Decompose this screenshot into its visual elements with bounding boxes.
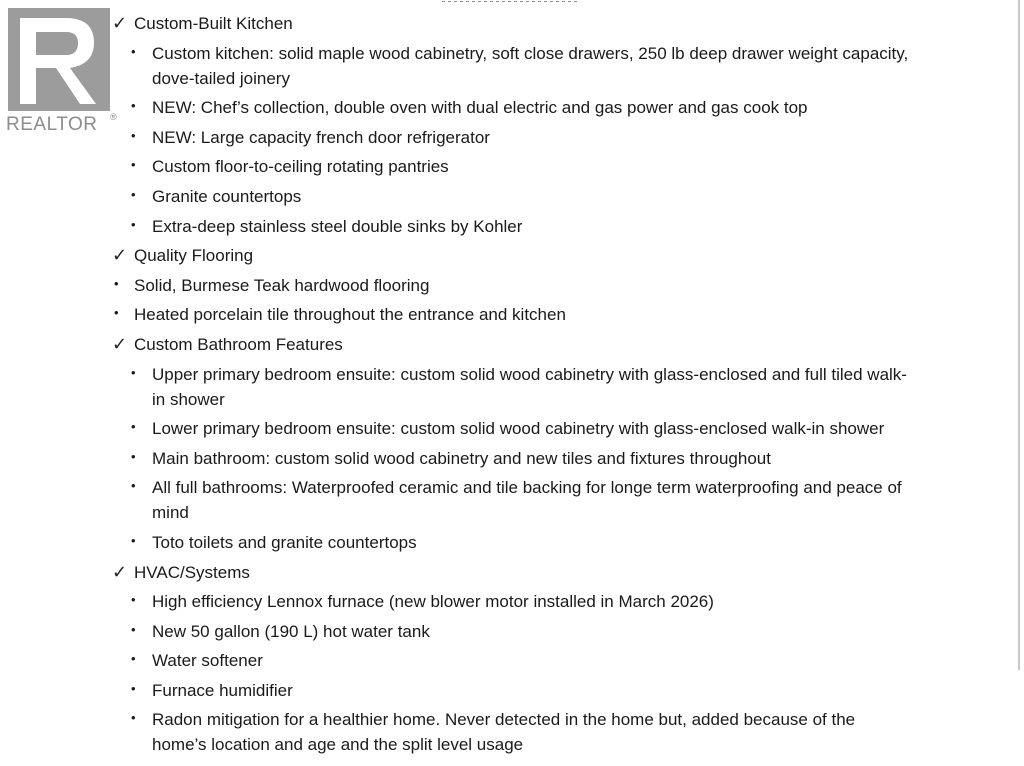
bullet-icon: • xyxy=(131,419,136,435)
registered-mark: ® xyxy=(110,112,117,122)
section-heading-text: HVAC/Systems xyxy=(134,562,250,582)
section-heading xyxy=(110,11,910,36)
page-edge-divider xyxy=(1018,0,1020,670)
list-item xyxy=(110,589,910,614)
list-item-text: Toto toilets and granite countertops xyxy=(152,532,417,552)
list-item-text: Upper primary bedroom ensuite: custom solid wood cabinetry with glass-enclosed and full tiled walk-in shower xyxy=(152,364,907,409)
list-item xyxy=(110,648,910,673)
checkmark-icon: ✓ xyxy=(112,13,128,34)
bullet-icon: • xyxy=(131,680,136,696)
list-item-text: Granite countertops xyxy=(152,186,302,206)
list-item-text: NEW: Chef’s collection, double oven with dual electric and gas power and gas cook top xyxy=(152,98,808,118)
list-item-text: All full bathrooms: Waterproofed ceramic and tile backing for longe term waterproofing and peace of mind xyxy=(152,478,902,523)
list-item-text: Heated porcelain tile throughout the entrance and kitchen xyxy=(134,305,566,325)
list-item-text: Radon mitigation for a healthier home. Never detected in the home but, added because of the home’s location and age and the split level usage xyxy=(152,710,856,755)
bullet-icon: • xyxy=(131,127,136,143)
bullet-icon: • xyxy=(131,186,136,202)
list-item xyxy=(110,416,910,441)
bullet-icon: • xyxy=(131,532,136,548)
list-item-text: Solid, Burmese Teak hardwood flooring xyxy=(134,275,430,295)
list-item xyxy=(110,302,910,327)
list-item xyxy=(110,184,910,209)
bullet-icon: • xyxy=(114,305,119,321)
list-item-text: Water softener xyxy=(152,651,263,671)
list-item xyxy=(110,154,910,179)
list-item-text: New 50 gallon (190 L) hot water tank xyxy=(152,621,430,641)
list-item-text: NEW: Large capacity french door refrigerator xyxy=(152,127,490,147)
list-item-text: Main bathroom: custom solid wood cabinetry and new tiles and fixtures throughout xyxy=(152,448,771,468)
feature-list xyxy=(110,11,910,762)
list-item-text: Lower primary bedroom ensuite: custom solid wood cabinetry with glass-enclosed walk-in shower xyxy=(152,419,885,439)
bullet-icon: • xyxy=(131,364,136,380)
list-item-text: Furnace humidifier xyxy=(152,680,293,700)
bullet-icon: • xyxy=(131,621,136,637)
section-heading xyxy=(110,332,910,357)
list-item xyxy=(110,446,910,471)
bullet-icon: • xyxy=(131,478,136,494)
list-item xyxy=(110,125,910,150)
section-heading-text: Quality Flooring xyxy=(134,246,254,266)
list-item xyxy=(110,475,910,525)
bullet-icon: • xyxy=(131,216,136,232)
list-item-text: Custom kitchen: solid maple wood cabinetry, soft close drawers, 250 lb deep drawer weight capacity, dove-tailed joinery xyxy=(152,43,909,88)
bullet-icon: • xyxy=(131,98,136,114)
bullet-icon: • xyxy=(131,592,136,608)
checkmark-icon: ✓ xyxy=(112,245,128,267)
list-item xyxy=(110,362,910,412)
realtor-logo-text: REALTOR xyxy=(6,114,98,135)
realtor-logo xyxy=(6,8,119,138)
list-item xyxy=(110,707,910,757)
section-heading-text: Custom-Built Kitchen xyxy=(134,14,293,33)
bullet-icon: • xyxy=(114,275,119,291)
list-item-text: High efficiency Lennox furnace (new blower motor installed in March 2026) xyxy=(152,592,714,612)
list-item xyxy=(110,95,910,120)
list-item xyxy=(110,678,910,703)
section-heading-text: Custom Bathroom Features xyxy=(134,334,343,354)
realtor-r-logo-icon xyxy=(8,8,110,111)
bullet-icon: • xyxy=(131,710,136,726)
list-item xyxy=(110,214,910,239)
section-heading xyxy=(110,243,910,268)
bullet-icon: • xyxy=(131,651,136,667)
list-item xyxy=(110,273,910,298)
bullet-icon: • xyxy=(131,448,136,464)
list-item xyxy=(110,619,910,644)
cropped-title-fragment xyxy=(442,0,577,2)
list-item xyxy=(110,41,910,91)
checkmark-icon: ✓ xyxy=(112,333,128,355)
list-item xyxy=(110,530,910,555)
list-item-text: Extra-deep stainless steel double sinks by Kohler xyxy=(152,216,523,236)
list-item-text: Custom floor-to-ceiling rotating pantries xyxy=(152,157,449,177)
bullet-icon: • xyxy=(131,157,136,173)
bullet-icon: • xyxy=(131,43,136,59)
checkmark-icon: ✓ xyxy=(112,561,128,583)
section-heading xyxy=(110,560,910,585)
